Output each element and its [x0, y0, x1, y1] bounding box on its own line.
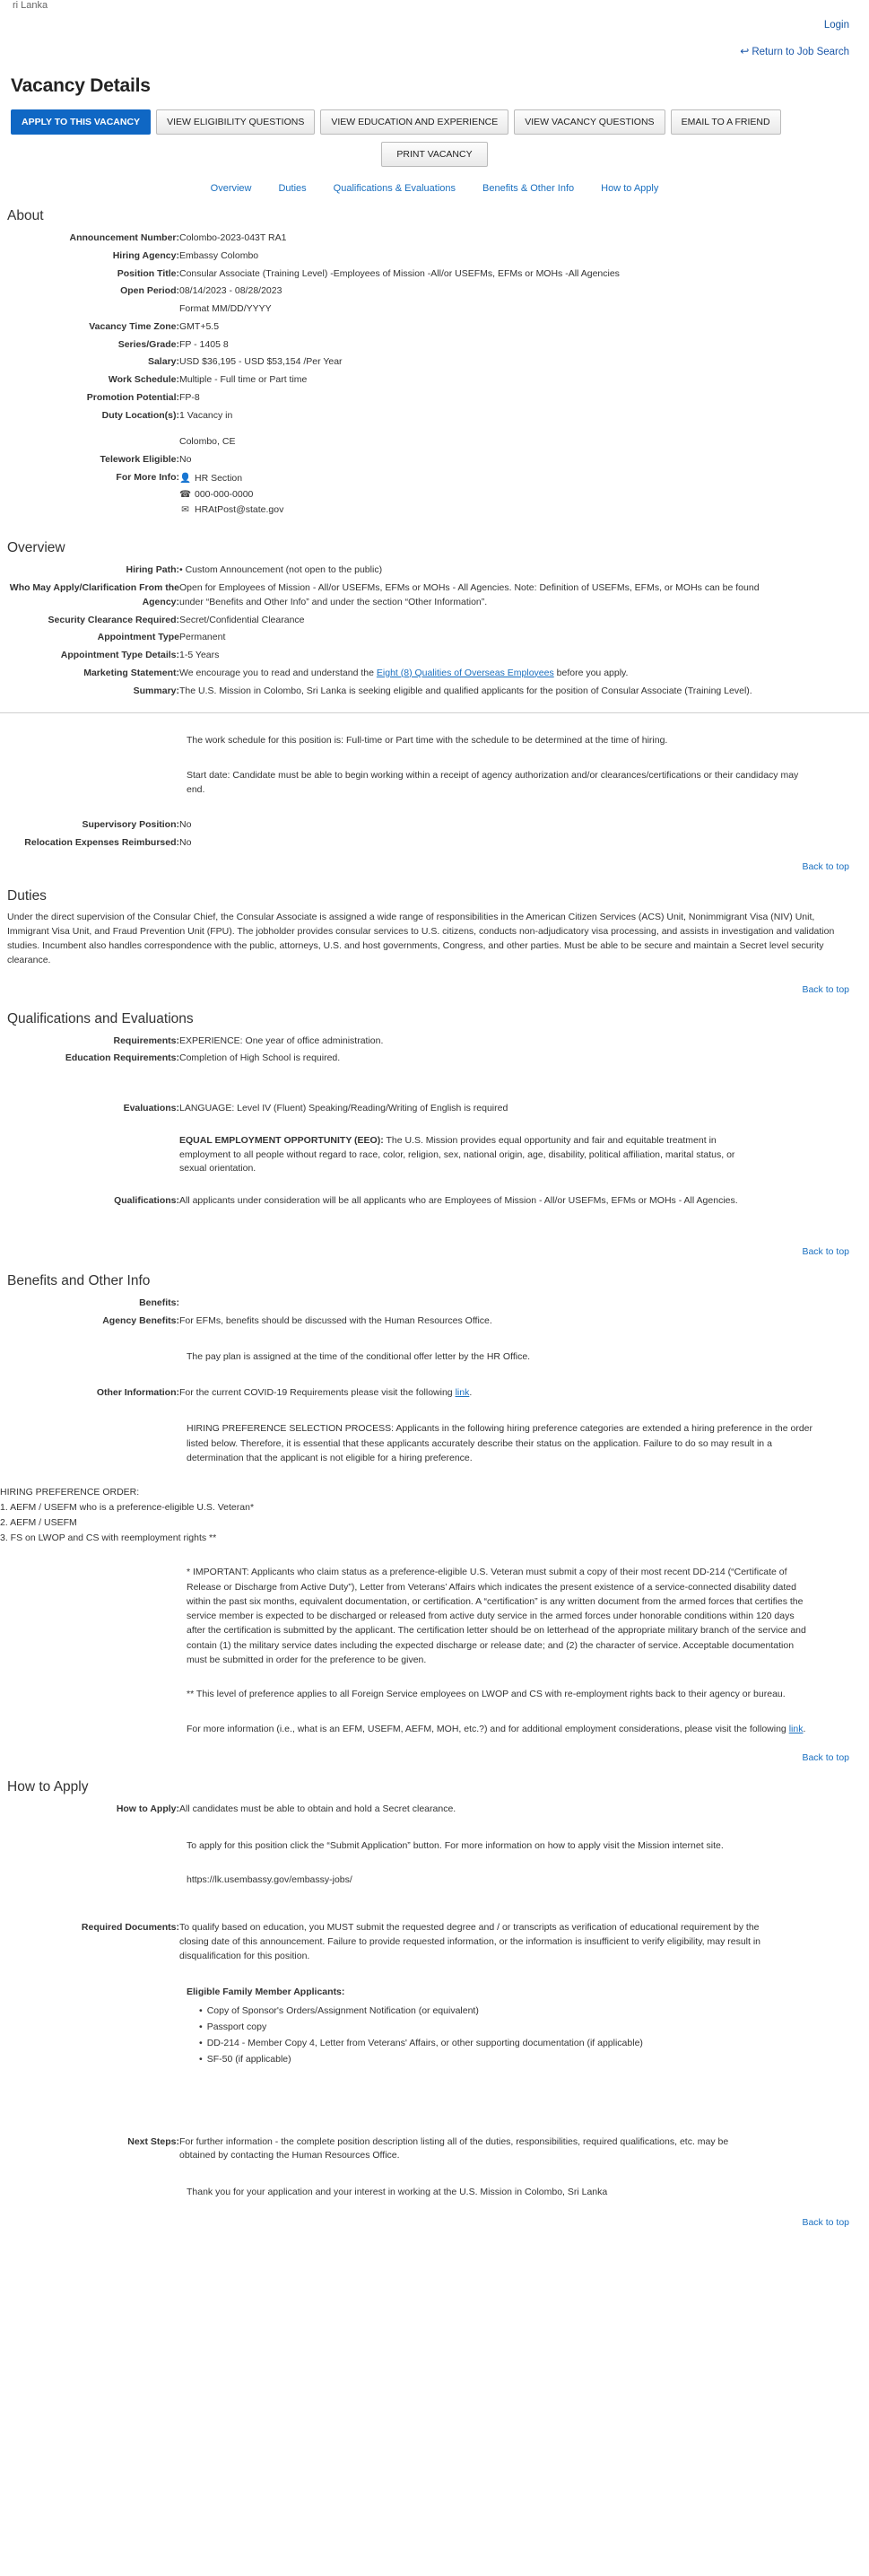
back-to-top-link[interactable]: Back to top — [802, 983, 849, 995]
breadcrumb: ri Lanka — [13, 0, 48, 11]
duty-location-count: 1 Vacancy in — [179, 409, 233, 421]
table-row — [0, 562, 869, 580]
thank-you-paragraph: Thank you for your application and your interest in working at the U.S. Mission in Colombo, Sri Lanka — [187, 2187, 608, 2198]
nav-overview[interactable]: Overview — [210, 183, 252, 194]
benefits-label: Benefits: — [139, 1297, 179, 1308]
marketing-pre: We encourage you to read and understand the — [179, 667, 377, 678]
qualifications-table — [0, 1033, 869, 1069]
hiring-order-item-3: 3. FS on LWOP and CS with reemployment rights ** — [0, 1532, 217, 1543]
table-row — [0, 834, 869, 852]
next-steps-table — [0, 2134, 869, 2166]
efm-document-list — [187, 2004, 815, 2067]
evaluations-label: Evaluations: — [123, 1103, 179, 1114]
table-row — [0, 1118, 869, 1178]
hiring-order-item-1: 1. AEFM / USEFM who is a preference-eligible U.S. Veteran* — [0, 1502, 255, 1513]
section-nav — [0, 183, 869, 194]
hiring-path-label: Hiring Path: — [126, 564, 179, 576]
table-row — [0, 1295, 869, 1313]
duties-text: Under the direct supervision of the Consular Chief, the Consular Associate is assigned a wide range of responsibilities in the American Citizen Services (ACS) Unit, Nonimmigrant Visa (NIV) Unit, Immigrant Visa Unit, and Fraud Prevention Unit (FPU). The jobholder provides consular services to U.S. citizens, conducts non-adjudicatory visa processing, and assists in investigation and validation studies. Incumbent also handles correspondence with the public, attorneys, U.S. and host governments, Congress, and other parties. Must be able to be secure and maintain a Secret level security clearance. — [7, 911, 835, 966]
apply-to-vacancy-button[interactable]: APPLY TO THIS VACANCY — [11, 109, 151, 135]
next-steps-value: For further information - the complete position description listing all of the duties, responsibilities, required qualifications, etc. may be obtained by contacting the Human Resources Office. — [179, 2135, 729, 2161]
requirements-label: Requirements: — [113, 1035, 179, 1046]
table-row — [0, 301, 869, 319]
next-steps-label: Next Steps: — [127, 2135, 179, 2147]
pay-plan-paragraph: The pay plan is assigned at the time of the conditional offer letter by the HR Office. — [187, 1351, 531, 1363]
date-format-note: Format MM/DD/YYYY — [179, 303, 272, 314]
more-info-pre: For more information (i.e., what is an EFM, USEFM, AEFM, MOH, etc.?) and for additional employment considerations, please visit the following — [187, 1723, 789, 1734]
position-title-value: Consular Associate (Training Level) -Employees of Mission -All/or USEFMs, EFMs or MOHs -All Agencies — [179, 267, 620, 279]
telework-eligible-label: Telework Eligible: — [100, 454, 179, 465]
nav-benefits[interactable]: Benefits & Other Info — [482, 183, 575, 194]
back-to-top-link[interactable]: Back to top — [802, 1245, 849, 1257]
hiring-agency-label: Hiring Agency: — [112, 249, 179, 261]
view-eligibility-questions-button[interactable]: VIEW ELIGIBILITY QUESTIONS — [156, 109, 315, 135]
print-vacancy-button[interactable]: PRINT VACANCY — [381, 142, 487, 167]
list-item: • SF-50 (if applicable) — [199, 2052, 815, 2066]
qualifications-heading: Qualifications and Evaluations — [7, 1010, 194, 1026]
return-arrow-icon: ↩ — [740, 45, 750, 57]
relocation-expenses-value: No — [179, 836, 192, 848]
table-row — [0, 248, 869, 266]
lwop-preference-paragraph: ** This level of preference applies to all Foreign Service employees on LWOP and CS with re-employment rights back to their agency or bureau. — [187, 1689, 786, 1700]
action-button-row — [11, 109, 869, 135]
return-to-job-search-link[interactable]: Return to Job Search — [752, 47, 849, 57]
return-to-job-search-row — [0, 32, 869, 59]
contact-name-line — [179, 471, 869, 487]
table-row — [0, 407, 869, 425]
hiring-preference-order — [0, 1485, 869, 1545]
open-period-value: 08/14/2023 - 08/28/2023 — [179, 285, 282, 297]
table-row — [0, 665, 869, 683]
table-row — [0, 424, 869, 451]
table-row — [0, 336, 869, 354]
back-to-top-how-to-apply — [0, 2199, 869, 2230]
view-education-experience-button[interactable]: VIEW EDUCATION AND EXPERIENCE — [320, 109, 508, 135]
efm-title: Eligible Family Member Applicants: — [187, 1987, 345, 1998]
duty-location-place: Colombo, CE — [179, 436, 236, 448]
list-item: • Passport copy — [199, 2020, 815, 2034]
qualifications-value: All applicants under consideration will be all applicants who are Employees of Mission - All/or USEFMs, EFMs or MOHs - All Agencies. — [179, 1195, 738, 1207]
how-to-apply-table — [0, 1801, 869, 1819]
table-row — [0, 283, 869, 301]
table-row — [0, 1033, 869, 1051]
appointment-details-label: Appointment Type Details: — [60, 650, 179, 661]
mail-icon: ✉ — [181, 504, 189, 516]
who-may-apply-value: Open for Employees of Mission - All/or USEFMs, EFMs or MOHs - All Agencies. Note: Definition of USEFMs, EFMs, or MOHs can be found under “Benefits and Other Info” and under the section “Other Information”. — [179, 582, 760, 607]
open-period-label: Open Period: — [120, 285, 179, 297]
eeo-label: EQUAL EMPLOYMENT OPPORTUNITY (EEO): — [179, 1134, 384, 1146]
back-to-top-link[interactable]: Back to top — [802, 2217, 849, 2229]
login-row — [0, 13, 869, 32]
evaluations-table — [0, 1100, 869, 1210]
submit-application-paragraph: To apply for this position click the “Submit Application” button. For more information on how to apply visit the Mission internet site. — [187, 1839, 724, 1851]
back-to-top-link[interactable]: Back to top — [802, 860, 849, 872]
how-to-apply-value: All candidates must be able to obtain and hold a Secret clearance. — [179, 1803, 456, 1814]
benefits-table — [0, 1295, 869, 1331]
other-information-table — [0, 1384, 869, 1402]
overview-heading: Overview — [7, 540, 65, 556]
relocation-expenses-label: Relocation Expenses Reimbursed: — [24, 836, 179, 848]
back-to-top-duties — [0, 968, 869, 997]
table-row — [0, 1919, 869, 1965]
nav-qualifications[interactable]: Qualifications & Evaluations — [333, 183, 456, 194]
more-info-value — [179, 469, 869, 521]
overview-extra-table — [0, 816, 869, 852]
how-to-apply-heading: How to Apply — [7, 1778, 89, 1794]
login-link[interactable]: Login — [823, 20, 849, 31]
table-row — [0, 451, 869, 469]
covid-link[interactable]: link — [455, 1386, 470, 1398]
telework-eligible-value: No — [179, 454, 192, 465]
promotion-potential-label: Promotion Potential: — [86, 391, 179, 403]
work-schedule-value: Multiple - Full time or Part time — [179, 374, 308, 385]
contact-email-line — [179, 502, 869, 519]
summary-label: Summary: — [133, 685, 179, 696]
required-documents-label: Required Documents: — [81, 1922, 179, 1934]
marketing-statement-value — [179, 665, 869, 683]
announcement-number-value: Colombo-2023-043T RA1 — [179, 232, 287, 243]
mission-website-url[interactable]: https://lk.usembassy.gov/embassy-jobs/ — [187, 1873, 352, 1885]
summary-value: The U.S. Mission in Colombo, Sri Lanka is seeking eligible and qualified applicants for the position of Consular Associate (Training Level). — [179, 685, 752, 696]
table-row — [0, 647, 869, 665]
who-may-apply-label: Who May Apply/Clarification From the Agency: — [9, 582, 179, 607]
covid-pre: For the current COVID-19 Requirements please visit the following — [179, 1386, 456, 1398]
covid-post: . — [469, 1386, 473, 1398]
hiring-order-item-2: 2. AEFM / USEFM — [0, 1516, 77, 1528]
hiring-agency-value: Embassy Colombo — [179, 249, 259, 261]
duty-location-label: Duty Location(s): — [101, 409, 179, 421]
contact-phone-line — [179, 487, 869, 503]
table-row — [0, 469, 869, 521]
eeo-statement — [179, 1118, 869, 1178]
about-heading: About — [7, 208, 44, 223]
table-row — [0, 266, 869, 284]
table-row — [0, 580, 869, 612]
table-row — [0, 629, 869, 647]
more-information-paragraph — [187, 1722, 869, 1736]
series-grade-value: FP - 1405 8 — [179, 338, 229, 350]
email-to-a-friend-button[interactable]: EMAIL TO A FRIEND — [671, 109, 781, 135]
table-row — [0, 1050, 869, 1068]
covid-requirements-line — [179, 1384, 869, 1402]
table-row — [0, 1178, 869, 1210]
how-to-apply-label: How to Apply: — [116, 1803, 179, 1814]
table-row — [0, 319, 869, 336]
evaluations-value: LANGUAGE: Level IV (Fluent) Speaking/Reading/Writing of English is required — [179, 1103, 508, 1114]
table-row — [0, 683, 869, 701]
more-info-post: . — [803, 1723, 806, 1734]
start-date-paragraph: Start date: Candidate must be able to begin working within a receipt of agency authorization and/or clearances/certifications or their candidacy may end. — [187, 769, 799, 795]
benefits-heading: Benefits and Other Info — [7, 1272, 151, 1288]
marketing-statement-label: Marketing Statement: — [83, 667, 179, 678]
table-row — [0, 354, 869, 371]
vacancy-time-zone-label: Vacancy Time Zone: — [89, 320, 179, 332]
required-documents-intro: To qualify based on education, you MUST submit the requested degree and / or transcripts as verification of educational requirement by the closing date of this announcement. Failure to provide requested information, or the information is insufficient to verify eligibility, may result in disqualification for this position. — [179, 1922, 761, 1961]
table-row — [0, 612, 869, 630]
contact-name: HR Section — [195, 472, 243, 484]
more-info-link[interactable]: link — [788, 1723, 804, 1734]
promotion-potential-value: FP-8 — [179, 391, 200, 403]
table-row — [0, 1801, 869, 1819]
appointment-details-value: 1-5 Years — [179, 650, 220, 661]
hiring-preference-paragraph: HIRING PREFERENCE SELECTION PROCESS: Applicants in the following hiring preference categories are extended a hiring preference in the order listed below. Therefore, it is essential that these applicants accurately describe their status on the application. Failure to do so may result in a determination that the applicant is not eligible for a hiring preference. — [187, 1423, 813, 1463]
position-title-label: Position Title: — [117, 267, 179, 279]
education-requirements-value: Completion of High School is required. — [179, 1052, 341, 1064]
table-row — [0, 816, 869, 834]
contact-phone: 000-000-0000 — [195, 488, 254, 500]
table-row — [0, 371, 869, 389]
series-grade-label: Series/Grade: — [117, 338, 179, 350]
supervisory-position-label: Supervisory Position: — [82, 819, 179, 831]
overview-table — [0, 562, 869, 700]
announcement-number-label: Announcement Number: — [69, 232, 179, 243]
requirements-value: EXPERIENCE: One year of office administration. — [179, 1035, 384, 1046]
qualifications-label: Qualifications: — [114, 1195, 179, 1207]
table-row — [0, 2134, 869, 2166]
about-table — [0, 230, 869, 520]
print-button-row — [0, 142, 869, 167]
salary-value: USD $36,195 - USD $53,154 /Per Year — [179, 356, 343, 368]
table-row — [0, 1384, 869, 1402]
contact-email[interactable]: HRAtPost@state.gov — [195, 504, 284, 516]
person-icon: 👤 — [179, 472, 192, 484]
security-clearance-value: Secret/Confidential Clearance — [179, 614, 305, 625]
work-schedule-label: Work Schedule: — [108, 374, 179, 385]
veteran-important-paragraph: * IMPORTANT: Applicants who claim status as a preference-eligible U.S. Veteran must submit a copy of their most recent DD-214 (“Certificate of Release or Discharge from Active Duty”), Letter from Veterans’ Affairs which indicates the present existence of a service-connected disability dated within the past six months, equivalent documentation, or certification. A “certification” is any written document from the armed forces that certifies the service member is expected to be discharged or released from active duty service in the armed forces under honorable conditions within 120 days after the certification is submitted by the applicant. The certification letter should be on letterhead of the appropriate military branch of the service and contain (1) the military service dates including the expected discharge or release date; and (2) the character of service. Acceptable documentation must be submitted in order for the preference to be given. — [187, 1567, 806, 1665]
view-vacancy-questions-button[interactable]: VIEW VACANCY QUESTIONS — [514, 109, 665, 135]
table-row — [0, 389, 869, 407]
hiring-order-title: HIRING PREFERENCE ORDER: — [0, 1487, 140, 1498]
eeo-text: The U.S. Mission provides equal opportunity and fair and equitable treatment in employment to all people without regard to race, color, religion, sex, national origin, age, disability, political affiliation, marital status, or sexual orientation. — [179, 1134, 735, 1174]
salary-label: Salary: — [147, 356, 179, 368]
back-to-top-qualifications — [0, 1210, 869, 1259]
table-row — [0, 230, 869, 248]
page-title: Vacancy Details — [11, 75, 151, 96]
back-to-top-overview — [0, 852, 869, 874]
nav-duties[interactable]: Duties — [278, 183, 307, 194]
nav-how-to-apply[interactable]: How to Apply — [601, 183, 659, 194]
agency-benefits-value: For EFMs, benefits should be discussed with the Human Resources Office. — [179, 1314, 492, 1326]
list-item: • DD-214 - Member Copy 4, Letter from Veterans' Affairs, or other supporting documentation (if applicable) — [199, 2036, 815, 2050]
education-requirements-label: Education Requirements: — [65, 1052, 179, 1064]
agency-benefits-label: Agency Benefits: — [102, 1314, 179, 1326]
back-to-top-benefits — [0, 1736, 869, 1765]
supervisory-position-value: No — [179, 819, 192, 831]
marketing-post: before you apply. — [553, 667, 629, 678]
table-row — [0, 1313, 869, 1331]
duties-heading: Duties — [7, 887, 47, 904]
eligible-family-member-block — [187, 1985, 869, 2066]
more-info-label: For More Info: — [116, 471, 179, 483]
appointment-type-value: Permanent — [179, 632, 226, 643]
work-schedule-paragraph: The work schedule for this position is: Full-time or Part time with the schedule to be determined at the time of hiring. — [187, 735, 668, 747]
hiring-path-value: • Custom Announcement (not open to the public) — [179, 564, 383, 576]
eight-qualities-link[interactable]: Eight (8) Qualities of Overseas Employees — [376, 667, 554, 678]
phone-icon: ☎ — [179, 488, 192, 500]
other-information-label: Other Information: — [96, 1386, 179, 1398]
appointment-type-label: Appointment Type — [97, 632, 179, 643]
list-item: • Copy of Sponsor's Orders/Assignment Notification (or equivalent) — [199, 2004, 815, 2018]
required-documents-table — [0, 1919, 869, 1965]
vacancy-time-zone-value: GMT+5.5 — [179, 320, 220, 332]
security-clearance-label: Security Clearance Required: — [48, 614, 179, 625]
back-to-top-link[interactable]: Back to top — [802, 1751, 849, 1763]
table-row — [0, 1100, 869, 1118]
